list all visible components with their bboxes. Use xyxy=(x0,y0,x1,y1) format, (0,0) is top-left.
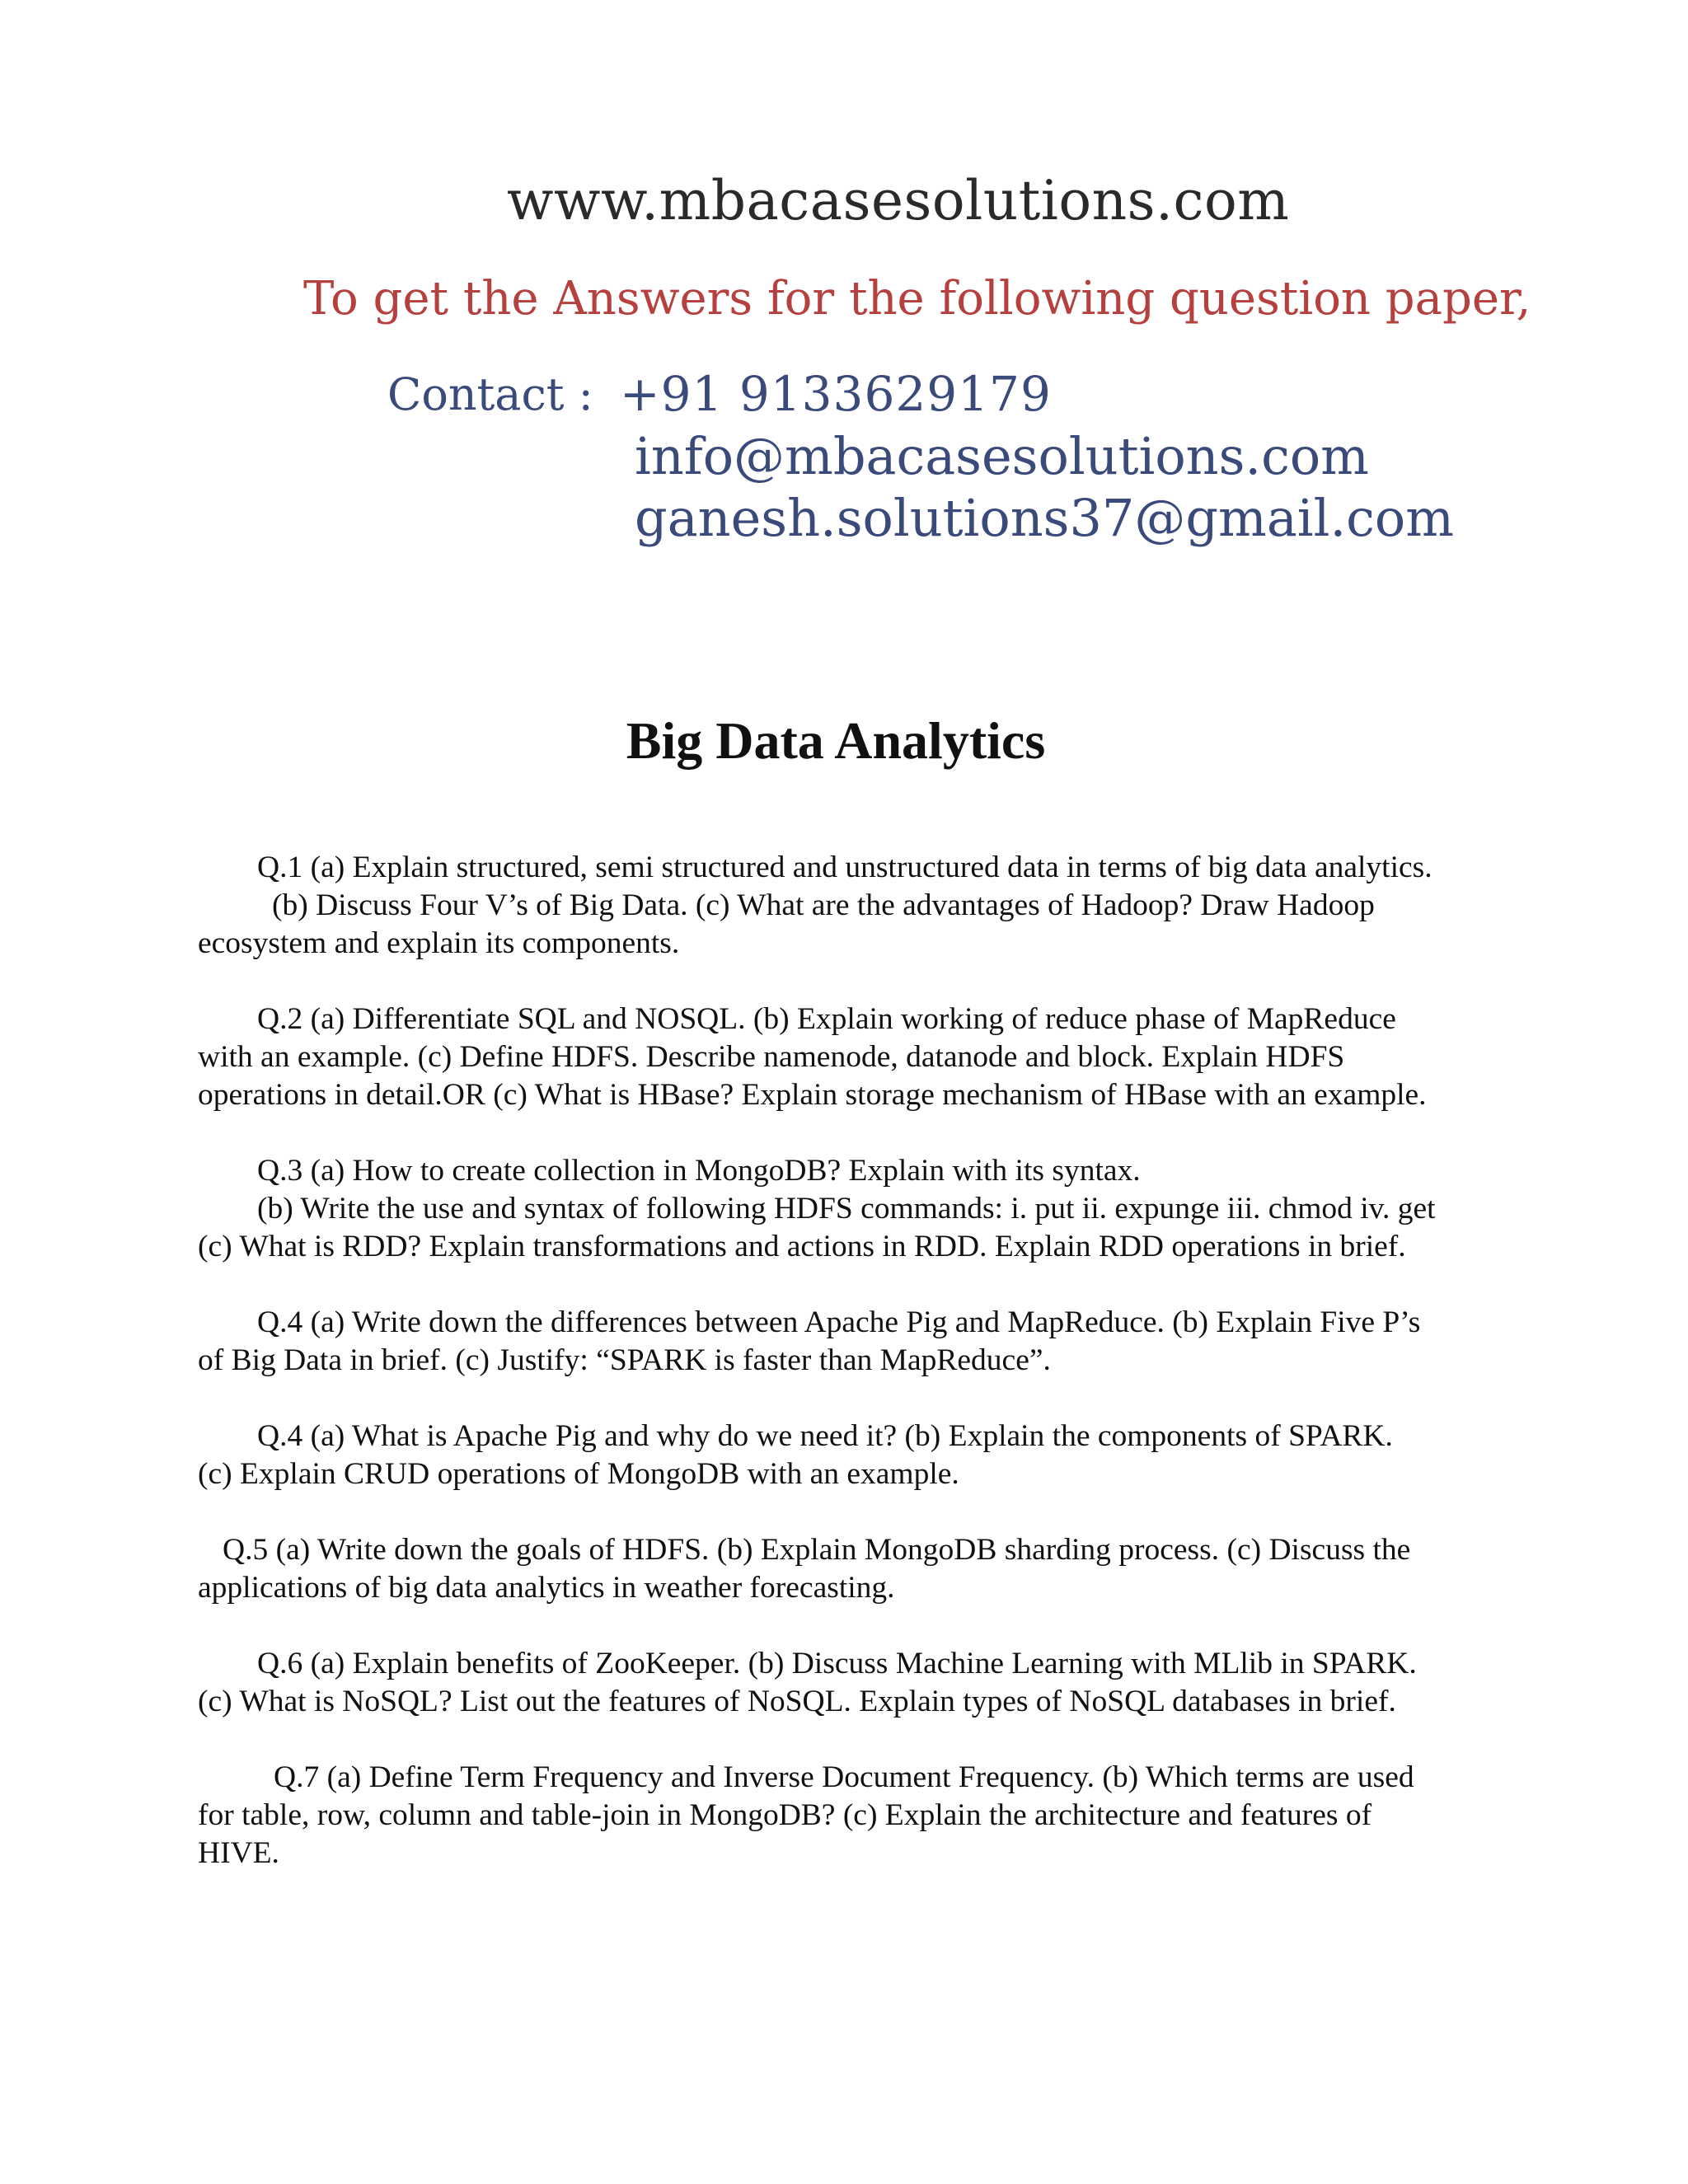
question-line: Q.3 (a) How to create collection in MongoDB? Explain with its syntax. xyxy=(257,1154,1141,1188)
question-line: Q.1 (a) Explain structured, semi structured and unstructured data in terms of big data analytics. xyxy=(257,851,1432,884)
question-line: Q.2 (a) Differentiate SQL and NOSQL. (b) Explain working of reduce phase of MapReduce xyxy=(257,1002,1396,1036)
contact-email-gmail[interactable]: ganesh.solutions37@gmail.com xyxy=(635,488,1454,548)
question-line: operations in detail.OR (c) What is HBase? Explain storage mechanism of HBase with an example. xyxy=(198,1078,1427,1112)
question-2 xyxy=(198,1001,1533,1114)
contact-phone[interactable]: +91 9133629179 xyxy=(620,366,1052,422)
question-3 xyxy=(198,1152,1533,1266)
question-7 xyxy=(198,1759,1533,1872)
question-4b xyxy=(198,1418,1533,1493)
question-line: Q.7 (a) Define Term Frequency and Inverse Document Frequency. (b) Which terms are used xyxy=(274,1760,1414,1794)
question-line: with an example. (c) Define HDFS. Describe namenode, datanode and block. Explain HDFS xyxy=(198,1040,1345,1074)
question-line: (b) Discuss Four V’s of Big Data. (c) What are the advantages of Hadoop? Draw Hadoop xyxy=(272,888,1375,922)
question-6 xyxy=(198,1645,1533,1721)
question-line: ecosystem and explain its components. xyxy=(198,926,680,960)
question-line: Q.6 (a) Explain benefits of ZooKeeper. (b) Discuss Machine Learning with MLlib in SPARK. xyxy=(257,1647,1417,1680)
question-line: for table, row, column and table-join in MongoDB? (c) Explain the architecture and features of xyxy=(198,1798,1372,1832)
question-line: (c) What is RDD? Explain transformations and actions in RDD. Explain RDD operations in brief. xyxy=(198,1230,1406,1263)
question-line: Q.4 (a) What is Apache Pig and why do we need it? (b) Explain the components of SPARK. xyxy=(257,1419,1393,1453)
question-line: (b) Write the use and syntax of following HDFS commands: i. put ii. expunge iii. chmod iv. get xyxy=(257,1192,1436,1226)
question-1 xyxy=(198,849,1533,963)
document-title: Big Data Analytics xyxy=(626,711,1046,770)
question-line: (c) What is NoSQL? List out the features of NoSQL. Explain types of NoSQL databases in brief. xyxy=(198,1685,1396,1718)
promo-banner xyxy=(0,0,1688,593)
question-line: of Big Data in brief. (c) Justify: “SPARK is faster than MapReduce”. xyxy=(198,1343,1051,1377)
question-line: applications of big data analytics in weather forecasting. xyxy=(198,1571,895,1605)
question-list xyxy=(198,849,1533,1910)
question-4a xyxy=(198,1304,1533,1380)
question-line: Q.5 (a) Write down the goals of HDFS. (b) Explain MongoDB sharding process. (c) Discuss the xyxy=(223,1533,1411,1567)
contact-email-info[interactable]: info@mbacasesolutions.com xyxy=(635,426,1369,486)
question-line: HIVE. xyxy=(198,1836,279,1870)
contact-label: Contact : xyxy=(387,368,593,420)
promo-text: To get the Answers for the following question paper, xyxy=(303,272,1531,326)
question-line: Q.4 (a) Write down the differences between Apache Pig and MapReduce. (b) Explain Five P’s xyxy=(257,1305,1421,1339)
site-url-link[interactable]: www.mbacasesolutions.com xyxy=(507,169,1290,232)
question-line: (c) Explain CRUD operations of MongoDB with an example. xyxy=(198,1457,959,1491)
question-5 xyxy=(198,1531,1533,1607)
